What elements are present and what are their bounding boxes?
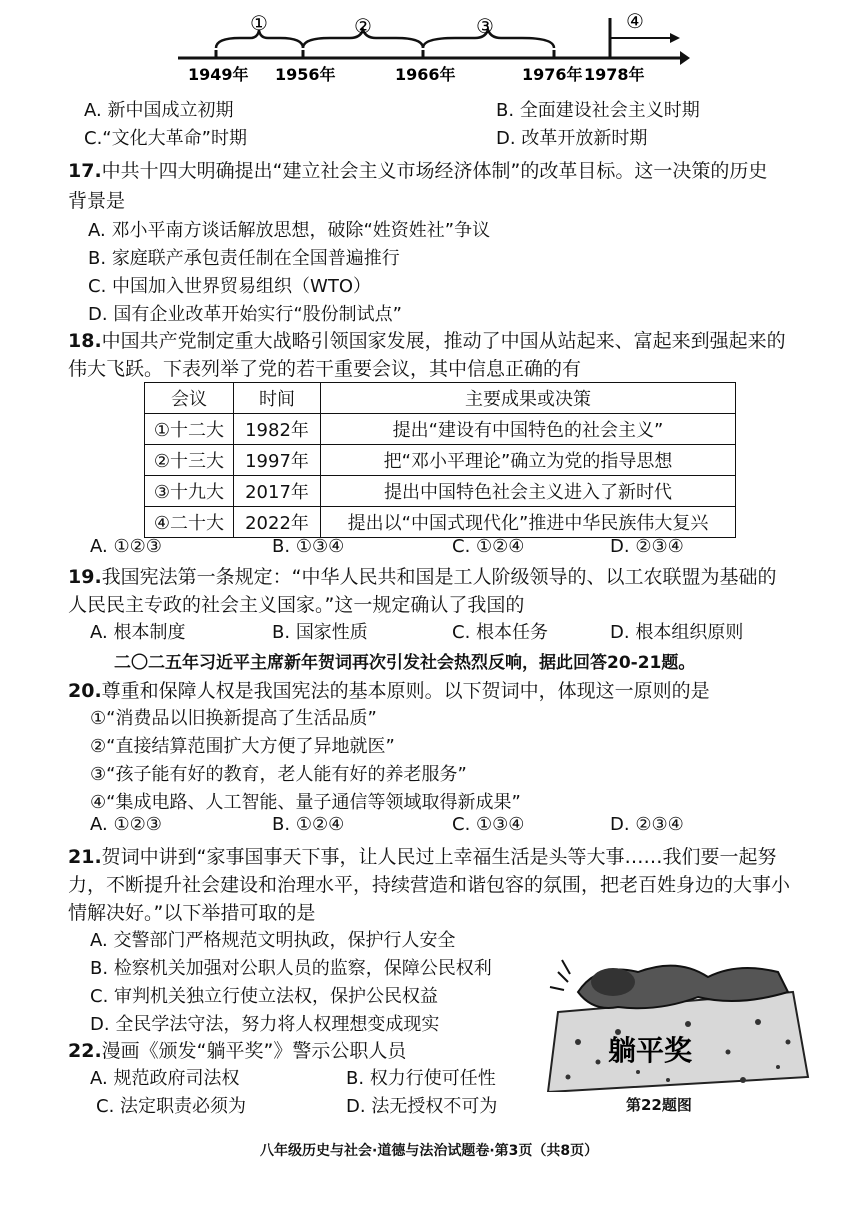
q20-stem: 20.尊重和保障人权是我国宪法的基本原则。以下贺词中，体现这一原则的是 (68, 680, 710, 702)
timeline-marker-1: ① (250, 11, 268, 35)
q19-option-b[interactable]: B. 国家性质 (272, 622, 368, 643)
award-sign: 躺平奖 (608, 1034, 693, 1067)
timeline-arrow (680, 51, 690, 65)
q21-option-c[interactable]: C. 审判机关独立行使立法权，保护公民权益 (90, 986, 439, 1007)
table-header-row (145, 383, 736, 414)
q17-option-c[interactable]: C. 中国加入世界贸易组织（WTO） (88, 276, 371, 297)
q20-item-1: ①“消费品以旧换新提高了生活品质” (90, 708, 377, 729)
q21-stem-cont: 力，不断提升社会建设和治理水平，持续营造和谐包容的氛围，把老百姓身边的大事小 (68, 874, 791, 896)
q22-stem: 22.漫画《颁发“躺平奖”》警示公职人员 (68, 1040, 407, 1062)
table-row: ②十三大 1997年 把“邓小平理论”确立为党的指导思想 (145, 445, 736, 476)
q18-option-b[interactable]: B. ①③④ (272, 536, 345, 557)
q21-stem-cont2: 情解决好。”以下举措可取的是 (68, 902, 316, 924)
q22-option-b[interactable]: B. 权力行使可任性 (346, 1068, 496, 1089)
q22-option-d[interactable]: D. 法无授权不可为 (346, 1096, 498, 1117)
q16-option-a[interactable]: A. 新中国成立初期 (84, 100, 234, 121)
page-footer: 八年级历史与社会·道德与法治试题卷·第3页（共8页） (260, 1143, 599, 1159)
table-row: ①十二大 1982年 提出“建设有中国特色的社会主义” (145, 414, 736, 445)
table-header: 主要成果或决策 (321, 383, 736, 414)
q19-stem: 19.我国宪法第一条规定：“中华人民共和国是工人阶级领导的、以工农联盟为基础的 (68, 566, 777, 588)
q18-stem: 18.中国共产党制定重大战略引领国家发展，推动了中国从站起来、富起来到强起来的 (68, 330, 786, 352)
q18-option-d[interactable]: D. ②③④ (610, 536, 684, 557)
tangping-award-cartoon (538, 952, 818, 1092)
timeline-year-1956: 1956年 (275, 65, 336, 84)
q16-option-d[interactable]: D. 改革开放新时期 (496, 128, 648, 149)
q22-option-a[interactable]: A. 规范政府司法权 (90, 1068, 240, 1089)
timeline-year-1978: 1978年 (584, 65, 645, 84)
q16-option-c[interactable]: C.“文化大革命”时期 (84, 128, 247, 149)
q20-item-4: ④“集成电路、人工智能、量子通信等领域取得新成果” (90, 792, 521, 813)
q21-stem: 21.贺词中讲到“家事国事天下事，让人民过上幸福生活是头等大事……我们要一起努 (68, 846, 777, 868)
q21-option-b[interactable]: B. 检察机关加强对公职人员的监察，保障公民权利 (90, 958, 492, 979)
q17-stem: 17.中共十四大明确提出“建立社会主义市场经济体制”的改革目标。这一决策的历史 (68, 160, 768, 182)
q22-option-c[interactable]: C. 法定职责必须为 (96, 1096, 247, 1117)
timeline-marker-2: ② (354, 14, 372, 38)
q20-item-2: ②“直接结算范围扩大方便了异地就医” (90, 736, 395, 757)
q17-stem-cont: 背景是 (68, 190, 126, 212)
timeline-year-1966: 1966年 (395, 65, 456, 84)
q19-option-a[interactable]: A. 根本制度 (90, 622, 186, 643)
q20-option-d[interactable]: D. ②③④ (610, 814, 684, 835)
table-row: ④二十大 2022年 提出以“中国式现代化”推进中华民族伟大复兴 (145, 507, 736, 538)
q20-option-b[interactable]: B. ①②④ (272, 814, 345, 835)
q20-option-c[interactable]: C. ①③④ (452, 814, 525, 835)
q21-option-a[interactable]: A. 交警部门严格规范文明执政，保护行人安全 (90, 930, 456, 951)
q16-option-b[interactable]: B. 全面建设社会主义时期 (496, 100, 700, 121)
meetings-table (144, 382, 736, 538)
timeline-marker-3: ③ (476, 14, 494, 38)
q17-option-b[interactable]: B. 家庭联产承包责任制在全国普遍推行 (88, 248, 400, 269)
table-header: 时间 (234, 383, 321, 414)
table-header: 会议 (145, 383, 234, 414)
q18-option-c[interactable]: C. ①②④ (452, 536, 525, 557)
q18-stem-cont: 伟大飞跃。下表列举了党的若干重要会议，其中信息正确的有 (68, 358, 582, 380)
q20-option-a[interactable]: A. ①②③ (90, 814, 162, 835)
q19-option-c[interactable]: C. 根本任务 (452, 622, 549, 643)
q19-stem-cont: 人民民主专政的社会主义国家。”这一规定确认了我国的 (68, 594, 525, 616)
q18-option-a[interactable]: A. ①②③ (90, 536, 162, 557)
q17-option-d[interactable]: D. 国有企业改革开始实行“股份制试点” (88, 304, 402, 325)
cartoon-caption: 第22题图 (626, 1096, 692, 1114)
q17-option-a[interactable]: A. 邓小平南方谈话解放思想，破除“姓资姓社”争议 (88, 220, 491, 241)
history-timeline (170, 8, 690, 88)
q20-item-3: ③“孩子能有好的教育，老人能有好的养老服务” (90, 764, 467, 785)
q21-option-d[interactable]: D. 全民学法守法，努力将人权理想变成现实 (90, 1014, 440, 1035)
timeline-marker-4: ④ (626, 9, 644, 33)
q19-option-d[interactable]: D. 根本组织原则 (610, 622, 744, 643)
timeline-year-1976: 1976年 (522, 65, 583, 84)
timeline-year-1949: 1949年 (188, 65, 249, 84)
intro-20-21: 二〇二五年习近平主席新年贺词再次引发社会热烈反响，据此回答20-21题。 (114, 653, 696, 673)
table-row: ③十九大 2017年 提出中国特色社会主义进入了新时代 (145, 476, 736, 507)
